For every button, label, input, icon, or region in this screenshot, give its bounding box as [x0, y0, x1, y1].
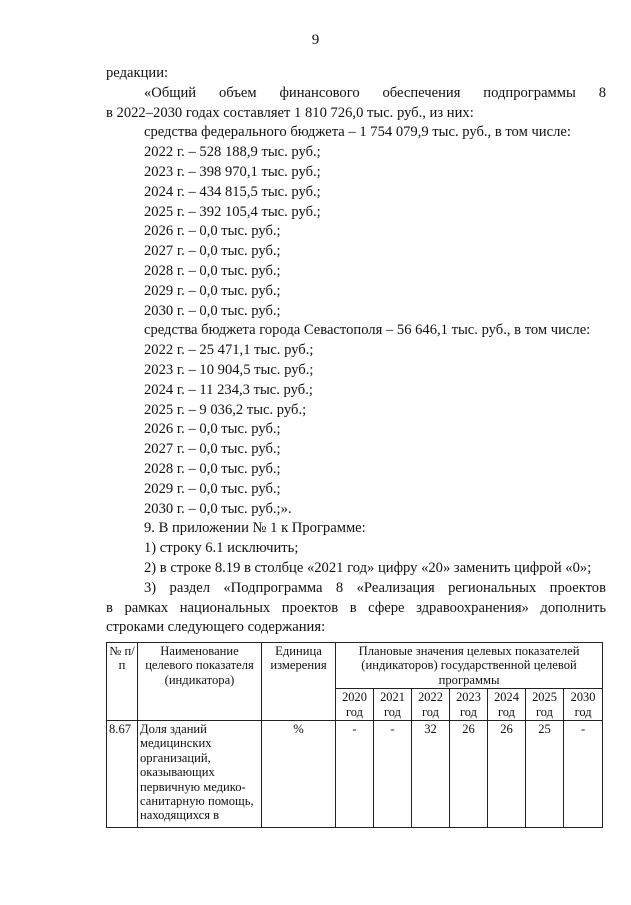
header-year: 2022 год [412, 689, 450, 721]
text-line: «Общий объем финансового обеспечения подпрограммы 8 [144, 84, 606, 101]
text-line: в 2022–2030 годах составляет 1 810 726,0 тыс. руб., из них: [106, 104, 474, 121]
header-year: 2025 год [526, 689, 564, 721]
indicator-table [106, 642, 603, 828]
text-line: 2030 г. – 0,0 тыс. руб.; [144, 302, 281, 319]
row-unit: % [262, 721, 336, 828]
text-line: 9. В приложении № 1 к Программе: [144, 520, 366, 537]
text-line: 2023 г. – 398 970,1 тыс. руб.; [144, 163, 321, 180]
row-value: 26 [488, 721, 526, 828]
header-year: 2020 год [336, 689, 374, 721]
text-line: 2025 г. – 9 036,2 тыс. руб.; [144, 401, 307, 418]
row-value: 26 [450, 721, 488, 828]
page-number: 9 [311, 32, 320, 48]
header-unit: Единица измерения [262, 643, 336, 721]
table-header-row [107, 643, 603, 689]
text-line: 2027 г. – 0,0 тыс. руб.; [144, 441, 281, 458]
text-line: 2026 г. – 0,0 тыс. руб.; [144, 223, 281, 240]
header-num: № п/п [107, 643, 138, 721]
document-body [106, 64, 606, 638]
indicator-table-wrapper [106, 642, 602, 828]
text-line: 2) в строке 8.19 в столбце «2021 год» цифру «20» заменить цифрой «0»; [144, 559, 592, 576]
row-value: 32 [412, 721, 450, 828]
text-line: 2023 г. – 10 904,5 тыс. руб.; [144, 361, 314, 378]
header-year: 2023 год [450, 689, 488, 721]
text-line: 2029 г. – 0,0 тыс. руб.; [144, 480, 281, 497]
text-line: 2024 г. – 11 234,3 тыс. руб.; [144, 381, 313, 398]
header-year: 2021 год [374, 689, 412, 721]
text-line: 3) раздел «Подпрограмма 8 «Реализация региональных проектов [144, 579, 606, 596]
text-line: 2026 г. – 0,0 тыс. руб.; [144, 421, 281, 438]
text-line: строками следующего содержания: [106, 619, 326, 636]
header-year: 2024 год [488, 689, 526, 721]
text-line: 2022 г. – 25 471,1 тыс. руб.; [144, 342, 314, 359]
text-line: средства федерального бюджета – 1 754 079,9 тыс. руб., в том числе: [144, 124, 571, 141]
header-planned-values: Плановые значения целевых показателей (индикаторов) государственной целевой программы [336, 643, 603, 689]
table-row [107, 721, 603, 828]
row-indicator-name: Доля зданий медицинских организаций, оказывающих первичную медико-санитарную помощь, находящихся в [138, 721, 262, 828]
text-line: 2022 г. – 528 188,9 тыс. руб.; [144, 144, 321, 161]
row-value: - [374, 721, 412, 828]
text-line: 2025 г. – 392 105,4 тыс. руб.; [144, 203, 321, 220]
text-line: 2024 г. – 434 815,5 тыс. руб.; [144, 183, 321, 200]
text-line: 2028 г. – 0,0 тыс. руб.; [144, 262, 281, 279]
text-line: 2027 г. – 0,0 тыс. руб.; [144, 243, 281, 260]
text-line: 1) строку 6.1 исключить; [144, 540, 299, 557]
row-value: - [564, 721, 603, 828]
row-num: 8.67 [107, 721, 138, 828]
row-value: 25 [526, 721, 564, 828]
header-year: 2030 год [564, 689, 603, 721]
text-line: 2029 г. – 0,0 тыс. руб.; [144, 282, 281, 299]
text-line: 2030 г. – 0,0 тыс. руб.;». [144, 500, 292, 517]
header-name: Наименование целевого показателя (индикатора) [138, 643, 262, 721]
text-line: средства бюджета города Севастополя – 56 646,1 тыс. руб., в том числе: [144, 322, 591, 339]
text-line: 2028 г. – 0,0 тыс. руб.; [144, 460, 281, 477]
row-value: - [336, 721, 374, 828]
text-line: в рамках национальных проектов в сфере здравоохранения» дополнить [106, 599, 606, 616]
text-line: редакции: [106, 65, 169, 81]
